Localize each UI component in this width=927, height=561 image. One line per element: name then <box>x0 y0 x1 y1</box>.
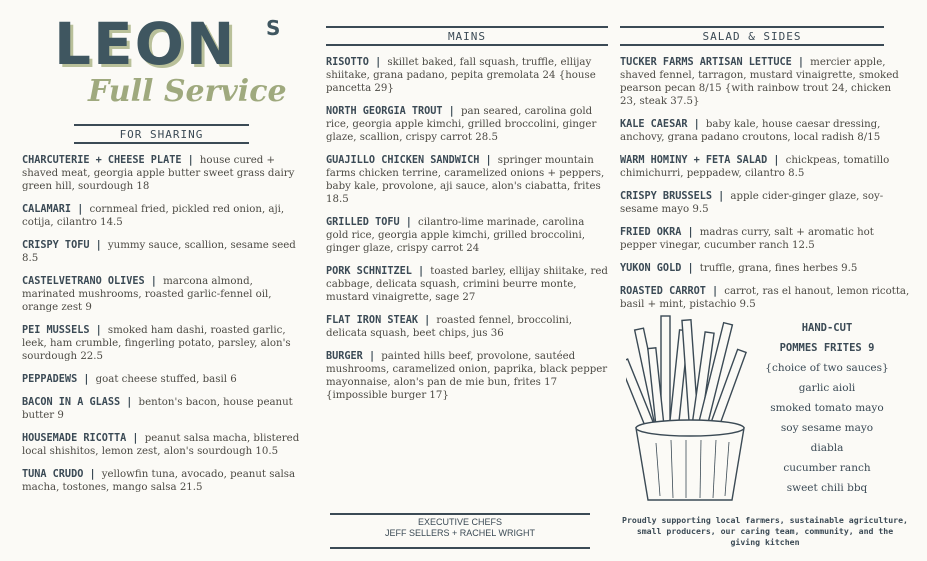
menu-item-desc: house cured + shaved meat, georgia apple butter sweet grass dairy green hill, sourdough 18 <box>22 155 295 192</box>
menu-item-desc: madras curry, salt + aromatic hot pepper vinegar, cucumber ranch 12.5 <box>620 227 874 251</box>
menu-item-name: YUKON GOLD <box>620 263 682 274</box>
menu-item-name: PORK SCHNITZEL <box>326 266 412 277</box>
menu-item-desc: carrot, ras el hanout, lemon ricotta, basil + mint, pistachio 9.5 <box>620 286 910 310</box>
separator: | <box>681 263 700 274</box>
menu-item-name: CASTELVETRANO OLIVES <box>22 276 145 287</box>
frites-title-1: HAND-CUT <box>801 322 853 334</box>
frites-section <box>752 318 902 498</box>
menu-item-desc: painted hills beef, provolone, sautéed mushrooms, caramelized onion, paprika, black pepper mayonnaise, alon's pan de mie bun, frites 17 {impossible burger 17} <box>326 351 608 401</box>
salads-header: SALAD & SIDES <box>620 26 884 46</box>
sauce-item: diabla <box>810 442 844 454</box>
menu-item-name: CALAMARI <box>22 204 72 215</box>
menu-item-name: CRISPY TOFU <box>22 240 90 251</box>
fries-cup-illustration <box>626 308 756 508</box>
mains-list <box>326 56 608 402</box>
menu-item <box>620 262 910 275</box>
menu-item-desc: toasted barley, ellijay shiitake, red cabbage, delicata squash, crimini beurre monte, mustard vinaigrette, sage 27 <box>326 266 608 303</box>
menu-item-desc: yummy sauce, scallion, sesame seed 8.5 <box>22 240 296 264</box>
chefs-title: EXECUTIVE CHEFS <box>417 517 502 527</box>
menu-item <box>620 190 910 216</box>
menu-item-desc: baby kale, house caesar dressing, anchovy, grana padano croutons, local radish 8/15 <box>620 119 881 143</box>
separator: | <box>83 469 102 480</box>
menu-item-desc: cilantro-lime marinade, carolina gold rice, georgia apple kimchi, grilled broccolini, ginger glaze, crispy carrot 24 <box>326 217 585 254</box>
separator: | <box>791 57 811 68</box>
menu-item <box>620 118 910 144</box>
menu-item-name: FRIED OKRA <box>620 227 682 238</box>
menu-item-desc: springer mountain farms chicken terrine, caramelized onions + peppers, baby kale, provolone, aji sauce, alon's ciabatta, frites 18.5 <box>326 155 605 205</box>
menu-item-desc: mercier apple, shaved fennel, tarragon, mustard vinaigrette, smoked pearson pecan 8/15 {with rainbow trout 24, chicken 23, steak 37.5} <box>620 57 899 107</box>
menu-item <box>620 226 910 252</box>
menu-item <box>326 56 608 95</box>
footer-note: Proudly supporting local farmers, sustainable agriculture, small producers, our caring team, community, and the giving kitchen <box>622 515 908 547</box>
menu-item-name: FLAT IRON STEAK <box>326 315 419 326</box>
menu-item-desc: marcona almond, marinated mushrooms, roasted garlic-fennel oil, orange zest 9 <box>22 276 272 313</box>
menu-item-name: RISOTTO <box>326 57 369 68</box>
mains-header: MAINS <box>326 26 608 46</box>
menu-item-desc: truffle, grana, fines herbes 9.5 <box>699 263 858 274</box>
menu-item <box>326 154 608 206</box>
menu-item <box>22 468 307 494</box>
menu-item-desc: peanut salsa macha, blistered local shishitos, lemon zest, alon's sourdough 10.5 <box>22 433 300 457</box>
separator: | <box>712 191 731 202</box>
menu-item-desc: benton's bacon, house peanut butter 9 <box>22 397 293 421</box>
sauce-item: sweet chili bbq <box>786 482 868 494</box>
menu-item-name: KALE CAESAR <box>620 119 688 130</box>
menu-item-name: HOUSEMADE RICOTTA <box>22 433 127 444</box>
menu-item <box>22 154 307 193</box>
menu-item-name: CHARCUTERIE + CHEESE PLATE <box>22 155 182 166</box>
menu-item <box>326 105 608 144</box>
sauce-list <box>752 378 902 498</box>
sauce-item: cucumber ranch <box>783 462 871 474</box>
menu-item <box>22 432 307 458</box>
menu-item <box>22 239 307 265</box>
menu-item <box>22 396 307 422</box>
menu-item-name: ROASTED CARROT <box>620 286 706 297</box>
menu-item <box>620 56 910 108</box>
menu-item <box>326 350 608 402</box>
separator: | <box>418 315 437 326</box>
separator: | <box>144 276 164 287</box>
frites-title-2: POMMES FRITES 9 <box>779 342 875 354</box>
menu-item-name: BACON IN A GLASS <box>22 397 121 408</box>
separator: | <box>89 325 108 336</box>
menu-item-desc: chickpeas, tomatillo chimichurri, peppadew, cilantro 8.5 <box>620 155 890 179</box>
separator: | <box>89 240 108 251</box>
menu-item-desc: smoked ham dashi, roasted garlic, leek, ham crumble, fingerling potato, parsley, alon's sourdough 22.5 <box>22 325 291 362</box>
menu-item-desc: apple cider-ginger glaze, soy-sesame mayo 9.5 <box>620 191 884 215</box>
sharing-column <box>22 124 307 504</box>
sauce-item: soy sesame mayo <box>780 422 874 434</box>
menu-item <box>326 314 608 340</box>
menu-item <box>326 216 608 255</box>
menu-item-desc: skillet baked, fall squash, truffle, ellijay shiitake, grana padano, pepita gremolata 24 {house pancetta 29} <box>326 57 596 94</box>
separator: | <box>71 204 90 215</box>
sauce-item: garlic aioli <box>798 382 856 394</box>
mains-column <box>326 26 608 412</box>
salads-list <box>620 56 910 311</box>
separator: | <box>368 57 388 68</box>
separator: | <box>181 155 200 166</box>
separator: | <box>77 374 96 385</box>
sauce-item: smoked tomato mayo <box>770 402 884 414</box>
menu-item <box>22 203 307 229</box>
menu-item-desc: goat cheese stuffed, basil 6 <box>95 374 237 385</box>
menu-item-desc: cornmeal fried, pickled red onion, aji, cotija, cilantro 14.5 <box>22 204 285 228</box>
separator: | <box>411 266 431 277</box>
chefs-names: JEFF SELLERS + RACHEL WRIGHT <box>385 528 535 538</box>
menu-item-name: CRISPY BRUSSELS <box>620 191 713 202</box>
separator: | <box>767 155 786 166</box>
separator: | <box>120 397 139 408</box>
logo-wordmark: LEON <box>54 10 237 78</box>
leons-logo <box>28 10 288 128</box>
menu-item <box>326 265 608 304</box>
separator: | <box>479 155 498 166</box>
logo-suffix: S <box>266 16 281 40</box>
menu-item-name: GUAJILLO CHICKEN SANDWICH <box>326 155 480 166</box>
separator: | <box>399 217 419 228</box>
menu-item-desc: pan seared, carolina gold rice, georgia apple kimchi, grilled broccolini, ginger glaze, scallion, crispy carrot 28.5 <box>326 106 597 143</box>
separator: | <box>442 106 461 117</box>
menu-item-name: BURGER <box>326 351 363 362</box>
separator: | <box>687 119 706 130</box>
menu-item-name: GRILLED TOFU <box>326 217 400 228</box>
separator: | <box>126 433 145 444</box>
executive-chefs <box>330 513 590 549</box>
separator: | <box>362 351 382 362</box>
frites-note: {choice of two sauces} <box>765 362 889 374</box>
menu-item <box>22 324 307 363</box>
menu-item-name: TUCKER FARMS ARTISAN LETTUCE <box>620 57 792 68</box>
menu-item-name: PEPPADEWS <box>22 374 78 385</box>
menu-item-name: PEI MUSSELS <box>22 325 90 336</box>
menu-item <box>22 275 307 314</box>
logo-script: Full Service <box>88 74 287 109</box>
menu-item-name: WARM HOMINY + FETA SALAD <box>620 155 768 166</box>
sharing-header: FOR SHARING <box>74 124 249 144</box>
separator: | <box>681 227 700 238</box>
menu-item-name: TUNA CRUDO <box>22 469 84 480</box>
menu-item-name: NORTH GEORGIA TROUT <box>326 106 443 117</box>
menu-item <box>22 373 307 386</box>
salads-column <box>620 26 910 321</box>
separator: | <box>705 286 725 297</box>
sharing-list <box>22 154 307 494</box>
menu-item-desc: yellowfin tuna, avocado, peanut salsa macha, tostones, mango salsa 21.5 <box>22 469 296 493</box>
menu-item-desc: roasted fennel, broccolini, delicata squash, beet chips, jus 36 <box>326 315 572 339</box>
menu-item <box>620 154 910 180</box>
